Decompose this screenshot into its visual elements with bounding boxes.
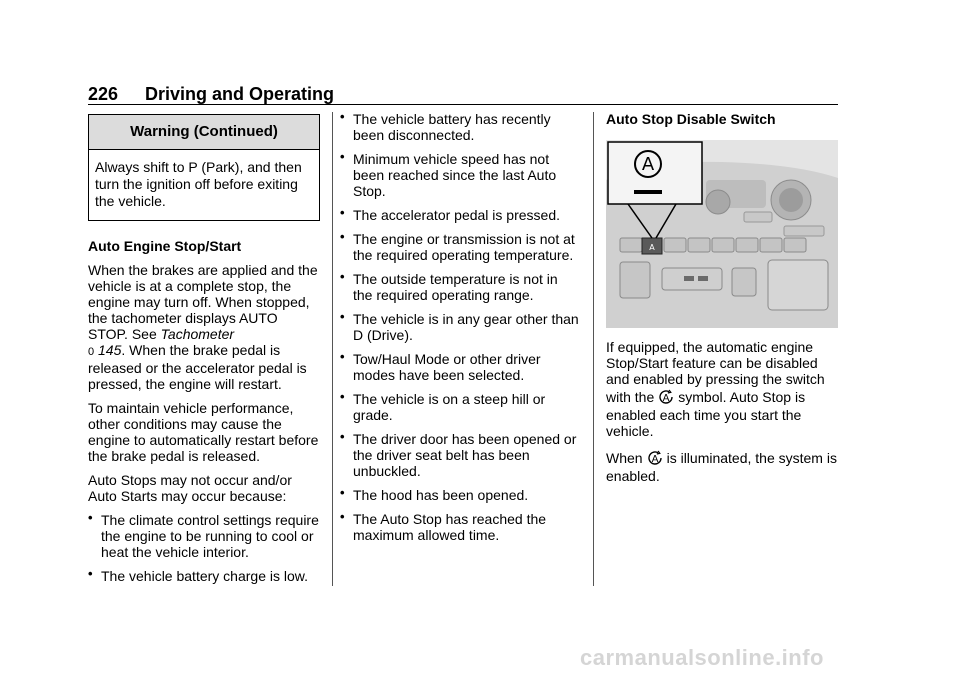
list-item — [340, 271, 580, 303]
bullet-glyph: • — [340, 485, 345, 500]
list-item — [340, 311, 580, 343]
warning-text — [89, 150, 319, 220]
paragraph-text: When — [606, 450, 643, 466]
bullet-glyph: • — [340, 229, 345, 244]
dashboard-switch-illustration — [606, 140, 838, 328]
column-divider — [332, 112, 333, 586]
warning-title: Warning (Continued) — [89, 115, 319, 150]
list-item-text: Tow/Haul Mode or other driver modes have been selected. — [353, 351, 541, 383]
list-item — [340, 351, 580, 383]
section-title: Driving and Operating — [145, 84, 335, 104]
list-item-text: The engine or transmission is not at the required operating temperature. — [353, 231, 575, 263]
warning-line: the vehicle. — [95, 193, 166, 209]
list-item — [88, 512, 320, 560]
list-item-text: Minimum vehicle speed has not been reached since the last Auto Stop. — [353, 151, 557, 199]
list-item — [88, 568, 320, 584]
warning-box — [88, 114, 320, 221]
section-heading: Auto Engine Stop/Start — [88, 238, 242, 254]
bullet-glyph: • — [340, 149, 345, 164]
column-3 — [606, 111, 840, 493]
list-item-text: The outside temperature is not in the required operating range. — [353, 271, 558, 303]
page-header — [88, 84, 838, 104]
list-item-text: The accelerator pedal is pressed. — [353, 207, 560, 223]
paragraph: To maintain vehicle performance, other conditions may cause the engine to automatically restart before the brake pedal is released. — [88, 400, 319, 464]
list-item — [340, 231, 580, 263]
bullet-glyph: • — [340, 349, 345, 364]
list-item-text: The Auto Stop has reached the maximum allowed time. — [353, 511, 547, 543]
page-ref-arrow-icon: 0 — [88, 346, 95, 358]
svg-text:A: A — [649, 243, 655, 252]
bullet-list — [88, 512, 320, 584]
bullet-glyph: • — [88, 566, 93, 581]
list-item — [340, 391, 580, 423]
column-2 — [340, 111, 580, 551]
paragraph-text: is illuminated, the system is enabled. — [606, 450, 837, 484]
list-item — [340, 151, 580, 199]
warning-line: Always shift to P (Park), and then — [95, 159, 302, 175]
bullet-list — [340, 111, 580, 543]
bullet-glyph: • — [340, 205, 345, 220]
paragraph — [606, 448, 840, 484]
paragraph-text: When the brakes are applied and the vehicle is at a complete stop, the engine may turn off. When stopped, the tachometer displays AUTO STOP. See — [88, 262, 318, 342]
bullet-glyph: • — [340, 109, 345, 124]
paragraph-text: . When the brake pedal is released or the accelerator pedal is pressed, the engine will restart. — [88, 342, 307, 392]
header-rule — [88, 104, 838, 105]
list-item-text: The vehicle battery has recently been disconnected. — [353, 111, 551, 143]
paragraph-text: symbol. Auto Stop is enabled each time you start the vehicle. — [606, 389, 806, 439]
list-item — [340, 431, 580, 479]
bullet-glyph: • — [340, 429, 345, 444]
warning-line: turn the ignition off before exiting — [95, 176, 298, 192]
list-item-text: The hood has been opened. — [353, 487, 529, 503]
paragraph-text: If equipped, the automatic engine Stop/Start feature can be disabled and enabled by pressing the switch with the — [606, 339, 825, 405]
watermark: carmanualsonline.info — [580, 645, 824, 670]
list-item — [340, 487, 580, 503]
bullet-glyph: • — [340, 269, 345, 284]
paragraph: Auto Stops may not occur and/or Auto Starts may occur because: — [88, 472, 292, 504]
auto-stop-icon — [645, 448, 665, 468]
list-item-text: The vehicle is in any gear other than D (Drive). — [353, 311, 579, 343]
list-item-text: The vehicle is on a steep hill or grade. — [353, 391, 546, 423]
section-heading: Auto Stop Disable Switch — [606, 111, 776, 127]
column-1 — [88, 114, 320, 592]
paragraph — [88, 262, 320, 392]
list-item — [340, 207, 580, 223]
bullet-glyph: • — [340, 509, 345, 524]
list-item — [340, 511, 580, 543]
tachometer-link[interactable]: Tachometer — [160, 326, 235, 342]
column-divider — [593, 112, 594, 586]
svg-text:A: A — [651, 454, 658, 465]
bullet-glyph: • — [340, 309, 345, 324]
list-item-text: The vehicle battery charge is low. — [101, 568, 308, 584]
bullet-glyph: • — [340, 389, 345, 404]
svg-text:A: A — [641, 154, 655, 175]
bullet-glyph: • — [88, 510, 93, 525]
paragraph — [606, 339, 840, 439]
page-ref-link[interactable]: 145 — [98, 342, 122, 358]
page-number: 226 — [88, 84, 119, 104]
list-item-text: The driver door has been opened or the driver seat belt has been unbuckled. — [353, 431, 577, 479]
list-item — [340, 111, 580, 143]
svg-text:A: A — [662, 393, 670, 404]
auto-stop-icon — [656, 387, 676, 407]
list-item-text: The climate control settings require the engine to be running to cool or heat the vehicle interior. — [101, 512, 319, 560]
